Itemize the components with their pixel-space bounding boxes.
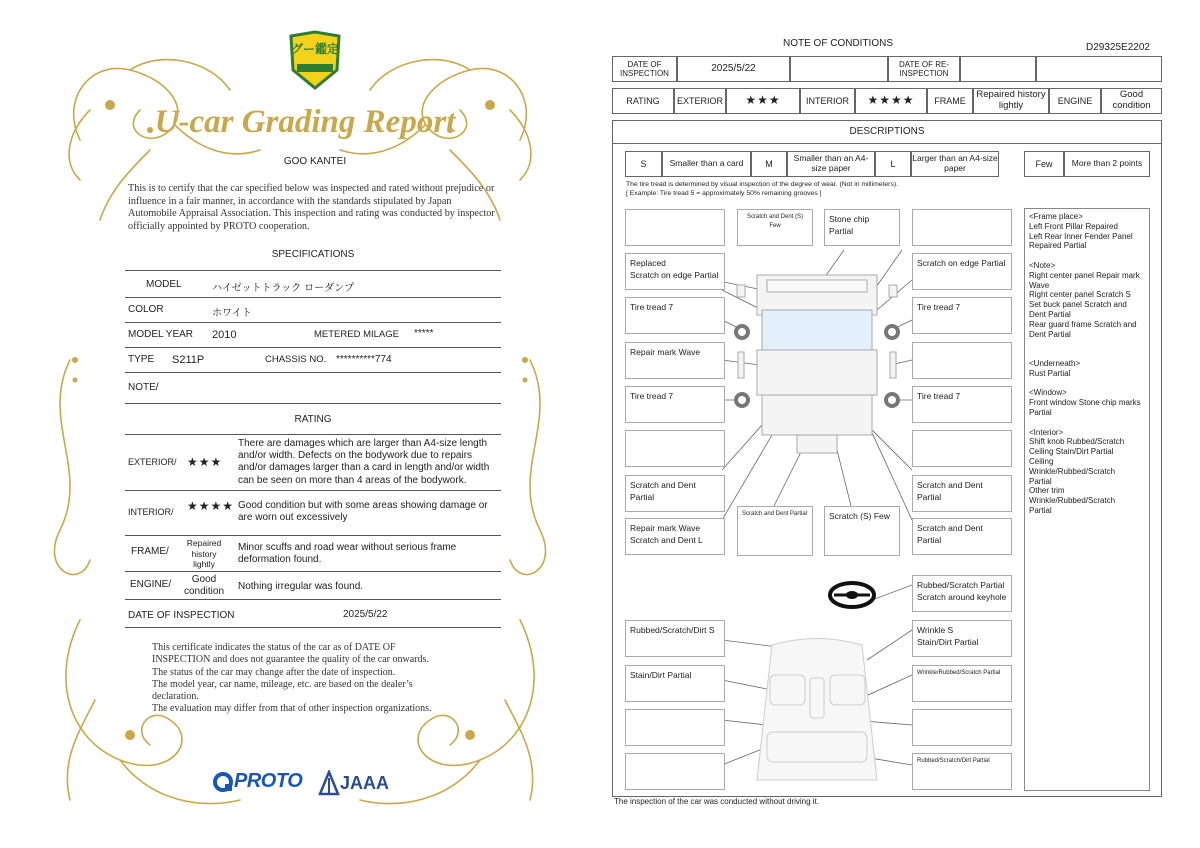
rating-heading: RATING [294, 414, 332, 425]
condition-box-right-5: Tire tread 7 [912, 386, 1012, 423]
engine-value: Good condition [183, 574, 225, 597]
frame-label: FRAME [927, 88, 973, 114]
exterior-label: EXTERIOR/ [128, 457, 177, 467]
model-label: MODEL [146, 279, 182, 290]
note-label: NOTE/ [128, 382, 159, 393]
condition-box-front-left [625, 209, 725, 246]
date-of-reinspection-value [960, 56, 1036, 82]
jaaa-logo [318, 770, 389, 796]
model-value: ハイゼットトラック ローダンプ [212, 283, 355, 294]
date-blank-cell [790, 56, 888, 82]
condition-box-interior-left-1: Rubbed/Scratch/Dirt S [625, 620, 725, 657]
condition-box-right-7: Scratch and Dent Partial [912, 475, 1012, 512]
disclaimer-line-3: The status of the car may change after the date of inspection. [152, 666, 396, 678]
goo-kantei-badge [287, 30, 343, 90]
condition-box-front-1: Scratch and Dent (S) Few [737, 209, 813, 246]
condition-box-rear-2: Scratch (S) Few [824, 506, 900, 556]
condition-box-left-5: Tire tread 7 [625, 386, 725, 423]
condition-box-left-7: Scratch and Dent Partial [625, 475, 725, 512]
chassis-label: CHASSIS NO. [265, 354, 327, 365]
rating-label: RATING [612, 88, 674, 114]
condition-box-steering: Rubbed/Scratch Partial Scratch around keyhole [912, 575, 1012, 612]
proto-logo [212, 770, 302, 793]
engine-description: Nothing irregular was found. [238, 581, 364, 592]
proto-logo-text: PROTO [234, 770, 303, 792]
condition-box-right-6 [912, 430, 1012, 467]
exterior-label: EXTERIOR [674, 88, 726, 114]
frame-value: Repaired history lightly [186, 538, 222, 569]
frame-label: FRAME/ [131, 546, 169, 557]
shield-icon [287, 30, 343, 90]
condition-box-interior-right-4: Rubbed/Scratch/Dirt Partial [912, 753, 1012, 790]
condition-box-front-right [912, 209, 1012, 246]
jaaa-mark-icon [318, 770, 340, 796]
condition-box-interior-left-2: Stain/Dirt Partial [625, 665, 725, 702]
condition-box-left-4: Repair mark Wave [625, 342, 725, 379]
exterior-description: There are damages which are larger than A4-size length and/or width. Defects on the bodywork due to repairs and/or damages larger than a card in length and/or width can be seen on more than 4 areas of the bodywork. [238, 438, 490, 486]
type-label: TYPE [128, 354, 155, 365]
interior-stars: ★★★★ [855, 88, 927, 114]
legend-m: M [751, 151, 787, 177]
legend-s-desc: Smaller than a card [662, 151, 751, 177]
exterior-stars: ★★★ [187, 455, 223, 469]
disclaimer-line-2: INSPECTION and does not guarantee the quality of the car onwards. [152, 654, 429, 666]
notes-heading: NOTE OF CONDITIONS [783, 38, 893, 49]
date-of-inspection-value: 2025/5/22 [677, 56, 790, 82]
condition-box-right-3: Tire tread 7 [912, 297, 1012, 334]
condition-box-right-2: Scratch on edge Partial [912, 253, 1012, 290]
condition-box-left-3: Tire tread 7 [625, 297, 725, 334]
condition-box-interior-left-4 [625, 753, 725, 790]
disclaimer-line-5: declaration. [152, 691, 199, 703]
steering-wheel-icon [830, 583, 874, 607]
jaaa-logo-text: JAAA [340, 772, 390, 793]
engine-value: Good condition [1101, 88, 1162, 114]
frame-value: Repaired history lightly [973, 88, 1049, 114]
report-title: U-car Grading Report [154, 104, 456, 140]
specifications-heading: SPECIFICATIONS [271, 249, 355, 260]
proto-mark-icon [212, 771, 234, 793]
color-value: ホワイト [212, 308, 252, 319]
condition-box-interior-left-3 [625, 709, 725, 746]
disclaimer-line-4: The model year, car name, mileage, etc. are based on the dealer’s [152, 678, 413, 690]
condition-box-right-8: Scratch and Dent Partial [912, 518, 1012, 555]
mileage-label: METERED MILAGE [314, 329, 399, 340]
condition-box-right-4 [912, 342, 1012, 379]
legend-few: Few [1024, 151, 1064, 177]
legend-s: S [625, 151, 662, 177]
disclaimer-line-1: This certificate indicates the status of the car as of DATE OF [152, 642, 396, 653]
date-of-reinspection-label: DATE OF RE-INSPECTION [888, 56, 960, 82]
model-year-label: MODEL YEAR [128, 329, 194, 340]
legend-m-desc: Smaller than an A4-size paper [787, 151, 875, 177]
tread-note-line-2: [ Example: Tire tread 5 = approximately 50% remaining grooves ] [626, 190, 822, 197]
condition-box-left-6 [625, 430, 725, 467]
condition-box-left-2: Replaced Scratch on edge Partial [625, 253, 725, 290]
chassis-value: **********774 [336, 354, 392, 365]
condition-box-interior-right-2: Wrinkle/Rubbed/Scratch Partial [912, 665, 1012, 702]
mileage-value: ***** [414, 328, 434, 339]
date-of-inspection-label: DATE OF INSPECTION [612, 56, 677, 82]
report-subtitle: GOO KANTEI [283, 156, 347, 167]
interior-stars: ★★★★ [187, 499, 235, 513]
interior-description: Good condition but with some areas showing damage or are worn out excessively [238, 500, 488, 524]
engine-label: ENGINE [1049, 88, 1101, 114]
condition-box-interior-right-1: Wrinkle S Stain/Dirt Partial [912, 620, 1012, 657]
badge-text: グー鑑定 [290, 42, 339, 56]
date-of-inspection-value: 2025/5/22 [343, 609, 388, 620]
condition-box-front-2: Stone chip Partial [824, 209, 900, 246]
document-id: D29325E2202 [1086, 42, 1150, 53]
inspection-notes-panel: <Frame place> Left Front Pillar Repaired Left Rear Inner Fender Panel Repaired Partial <Note> Right center panel Repair mark Wave Right center panel Scratch S Set buck panel Scratch and Dent Partial Rear guard frame Scratch and Dent Partial <Underneath> Rust Partial <Window> Front window Stone chip marks Partial <Interior> Shift knob Rubbed/Scratch Ceiling Stain/Dirt Partial Ceiling Wrinkle/Rubbed/Scratch Partial Other trim Wrinkle/Rubbed/Scratch Partial [1024, 208, 1150, 791]
reinspection-blank-cell [1036, 56, 1162, 82]
legend-l: L [875, 151, 911, 177]
frame-description: Minor scuffs and road wear without serious frame deformation found. [238, 542, 457, 566]
legend-few-desc: More than 2 points [1064, 151, 1150, 177]
exterior-stars: ★★★ [726, 88, 800, 114]
interior-label: INTERIOR/ [128, 507, 174, 517]
certification-statement: This is to certify that the car specified below was inspected and rated without prejudice or influence in a fair manner, in accordance with the standards stipulated by Japan Automobile Appraisal Association. This inspection and rating was conducted by inspector officially appointed by PROTO cooperation. [128, 183, 495, 232]
notes-footer: The inspection of the car was conducted without driving it. [614, 797, 819, 806]
interior-label: INTERIOR [800, 88, 855, 114]
type-value: S211P [172, 354, 205, 366]
note-of-conditions [600, 0, 1200, 848]
legend-l-desc: Larger than an A4-size paper [911, 151, 999, 177]
model-year-value: 2010 [212, 329, 237, 341]
tread-note-line-1: The tire tread is determined by visual inspection of the degree of wear. (Not in millimeters). [626, 181, 898, 188]
condition-box-left-8: Repair mark Wave Scratch and Dent L [625, 518, 725, 555]
color-label: COLOR [128, 304, 164, 315]
condition-box-interior-right-3 [912, 709, 1012, 746]
certificate-disclaimer [152, 642, 482, 716]
date-of-inspection-label: DATE OF INSPECTION [128, 610, 235, 621]
disclaimer-line-6: The evaluation may differ from that of other inspection organizations. [152, 703, 432, 715]
condition-box-rear-1: Scratch and Dent Partial [737, 506, 813, 556]
descriptions-heading: DESCRIPTIONS [612, 120, 1162, 144]
engine-label: ENGINE/ [130, 579, 172, 590]
